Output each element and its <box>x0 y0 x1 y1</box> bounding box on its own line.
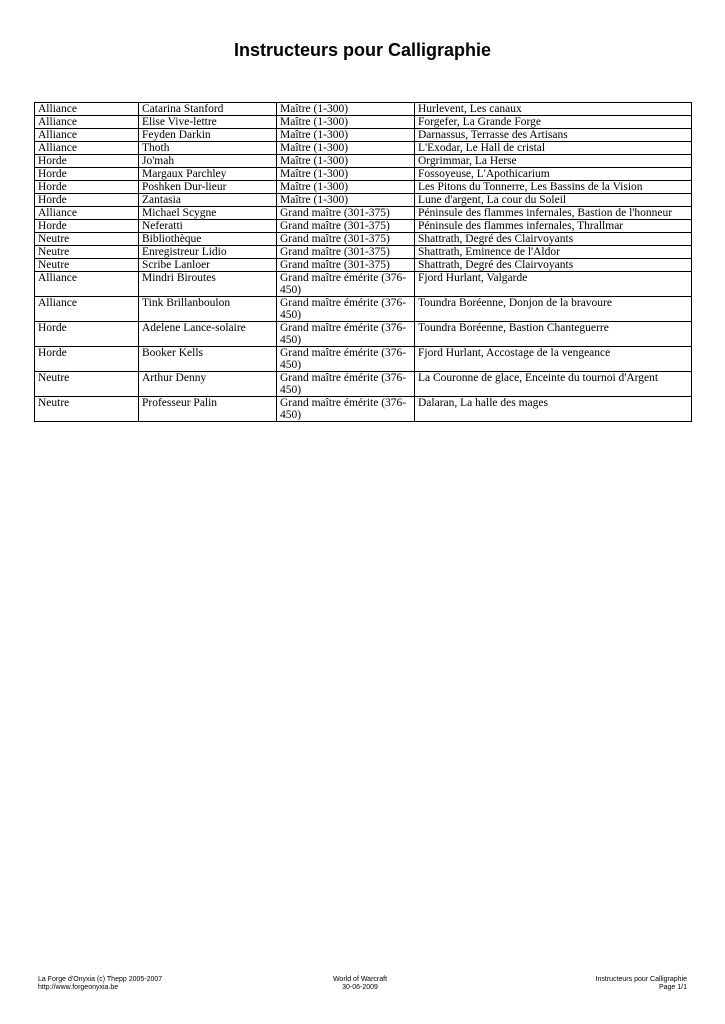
rank-cell: Grand maître émérite (376-450) <box>277 272 415 297</box>
faction-cell: Neutre <box>35 233 139 246</box>
rank-cell: Grand maître émérite (376-450) <box>277 397 415 422</box>
faction-cell: Horde <box>35 220 139 233</box>
instructor-name-cell: Mindri Biroutes <box>139 272 277 297</box>
location-cell: L'Exodar, Le Hall de cristal <box>415 142 692 155</box>
location-cell: Hurlevent, Les canaux <box>415 103 692 116</box>
faction-cell: Neutre <box>35 246 139 259</box>
footer-right <box>596 976 687 992</box>
instructor-name-cell: Neferatti <box>139 220 277 233</box>
location-cell: Shattrath, Eminence de l'Aldor <box>415 246 692 259</box>
footer-date: 30-06-2009 <box>342 984 378 991</box>
table-row <box>35 103 692 116</box>
location-cell: Dalaran, La halle des mages <box>415 397 692 422</box>
faction-cell: Alliance <box>35 297 139 322</box>
faction-cell: Alliance <box>35 207 139 220</box>
table-row <box>35 259 692 272</box>
instructors-table <box>34 102 692 422</box>
instructor-name-cell: Elise Vive-lettre <box>139 116 277 129</box>
footer-center <box>290 976 430 992</box>
footer-website-link[interactable]: http://www.forgeonyxia.be <box>38 984 119 991</box>
rank-cell: Grand maître (301-375) <box>277 220 415 233</box>
instructor-name-cell: Margaux Parchley <box>139 168 277 181</box>
location-cell: La Couronne de glace, Enceinte du tournoi d'Argent <box>415 372 692 397</box>
rank-cell: Grand maître émérite (376-450) <box>277 347 415 372</box>
footer-doc-title: Instructeurs pour Calligraphie <box>595 976 687 983</box>
faction-cell: Alliance <box>35 103 139 116</box>
table-row <box>35 142 692 155</box>
table-row <box>35 272 692 297</box>
faction-cell: Alliance <box>35 116 139 129</box>
location-cell: Péninsule des flammes infernales, Bastion de l'honneur <box>415 207 692 220</box>
table-row <box>35 372 692 397</box>
table-row <box>35 116 692 129</box>
instructor-name-cell: Bibliothèque <box>139 233 277 246</box>
footer-copyright: La Forge d'Onyxia (c) Thepp 2005-2007 <box>38 976 163 983</box>
location-cell: Péninsule des flammes infernales, Thrallmar <box>415 220 692 233</box>
instructor-name-cell: Enregistreur Lidio <box>139 246 277 259</box>
table-row <box>35 168 692 181</box>
table-row <box>35 397 692 422</box>
faction-cell: Alliance <box>35 129 139 142</box>
table-row <box>35 194 692 207</box>
location-cell: Darnassus, Terrasse des Artisans <box>415 129 692 142</box>
instructor-name-cell: Arthur Denny <box>139 372 277 397</box>
location-cell: Fjord Hurlant, Valgarde <box>415 272 692 297</box>
table-row <box>35 129 692 142</box>
table-body <box>35 103 692 422</box>
rank-cell: Grand maître émérite (376-450) <box>277 297 415 322</box>
table-row <box>35 181 692 194</box>
page-title: Instructeurs pour Calligraphie <box>233 40 492 60</box>
table-row <box>35 220 692 233</box>
rank-cell: Grand maître (301-375) <box>277 259 415 272</box>
table-row <box>35 322 692 347</box>
faction-cell: Horde <box>35 168 139 181</box>
location-cell: Les Pitons du Tonnerre, Les Bassins de la Vision <box>415 181 692 194</box>
instructor-name-cell: Thoth <box>139 142 277 155</box>
footer-page-number: Page 1/1 <box>658 984 687 991</box>
instructor-name-cell: Scribe Lanloer <box>139 259 277 272</box>
rank-cell: Maître (1-300) <box>277 116 415 129</box>
faction-cell: Neutre <box>35 259 139 272</box>
table-row <box>35 207 692 220</box>
faction-cell: Alliance <box>35 142 139 155</box>
rank-cell: Maître (1-300) <box>277 103 415 116</box>
location-cell: Forgefer, La Grande Forge <box>415 116 692 129</box>
rank-cell: Maître (1-300) <box>277 168 415 181</box>
table-row <box>35 233 692 246</box>
rank-cell: Maître (1-300) <box>277 129 415 142</box>
faction-cell: Neutre <box>35 397 139 422</box>
location-cell: Fjord Hurlant, Accostage de la vengeance <box>415 347 692 372</box>
rank-cell: Maître (1-300) <box>277 194 415 207</box>
table-row <box>35 347 692 372</box>
rank-cell: Grand maître (301-375) <box>277 246 415 259</box>
instructor-name-cell: Professeur Palin <box>139 397 277 422</box>
instructor-name-cell: Booker Kells <box>139 347 277 372</box>
faction-cell: Horde <box>35 322 139 347</box>
faction-cell: Horde <box>35 347 139 372</box>
rank-cell: Grand maître émérite (376-450) <box>277 322 415 347</box>
instructor-name-cell: Michael Scygne <box>139 207 277 220</box>
instructor-name-cell: Feyden Darkin <box>139 129 277 142</box>
rank-cell: Grand maître (301-375) <box>277 233 415 246</box>
instructor-name-cell: Catarina Stanford <box>139 103 277 116</box>
faction-cell: Alliance <box>35 272 139 297</box>
instructor-name-cell: Adelene Lance-solaire <box>139 322 277 347</box>
faction-cell: Neutre <box>35 372 139 397</box>
footer-game-name: World of Warcraft <box>332 976 388 983</box>
rank-cell: Maître (1-300) <box>277 155 415 168</box>
location-cell: Shattrath, Degré des Clairvoyants <box>415 233 692 246</box>
faction-cell: Horde <box>35 155 139 168</box>
rank-cell: Maître (1-300) <box>277 142 415 155</box>
table-row <box>35 246 692 259</box>
location-cell: Fossoyeuse, L'Apothicarium <box>415 168 692 181</box>
instructor-name-cell: Tink Brillanboulon <box>139 297 277 322</box>
instructor-name-cell: Poshken Dur-lieur <box>139 181 277 194</box>
rank-cell: Grand maître émérite (376-450) <box>277 372 415 397</box>
location-cell: Toundra Boréenne, Bastion Chanteguerre <box>415 322 692 347</box>
rank-cell: Maître (1-300) <box>277 181 415 194</box>
location-cell: Shattrath, Degré des Clairvoyants <box>415 259 692 272</box>
location-cell: Lune d'argent, La cour du Soleil <box>415 194 692 207</box>
instructor-name-cell: Jo'mah <box>139 155 277 168</box>
location-cell: Orgrimmar, La Herse <box>415 155 692 168</box>
faction-cell: Horde <box>35 194 139 207</box>
location-cell: Toundra Boréenne, Donjon de la bravoure <box>415 297 692 322</box>
faction-cell: Horde <box>35 181 139 194</box>
instructor-name-cell: Zantasia <box>139 194 277 207</box>
table-row <box>35 155 692 168</box>
table-row <box>35 297 692 322</box>
rank-cell: Grand maître (301-375) <box>277 207 415 220</box>
footer-left <box>38 976 162 992</box>
